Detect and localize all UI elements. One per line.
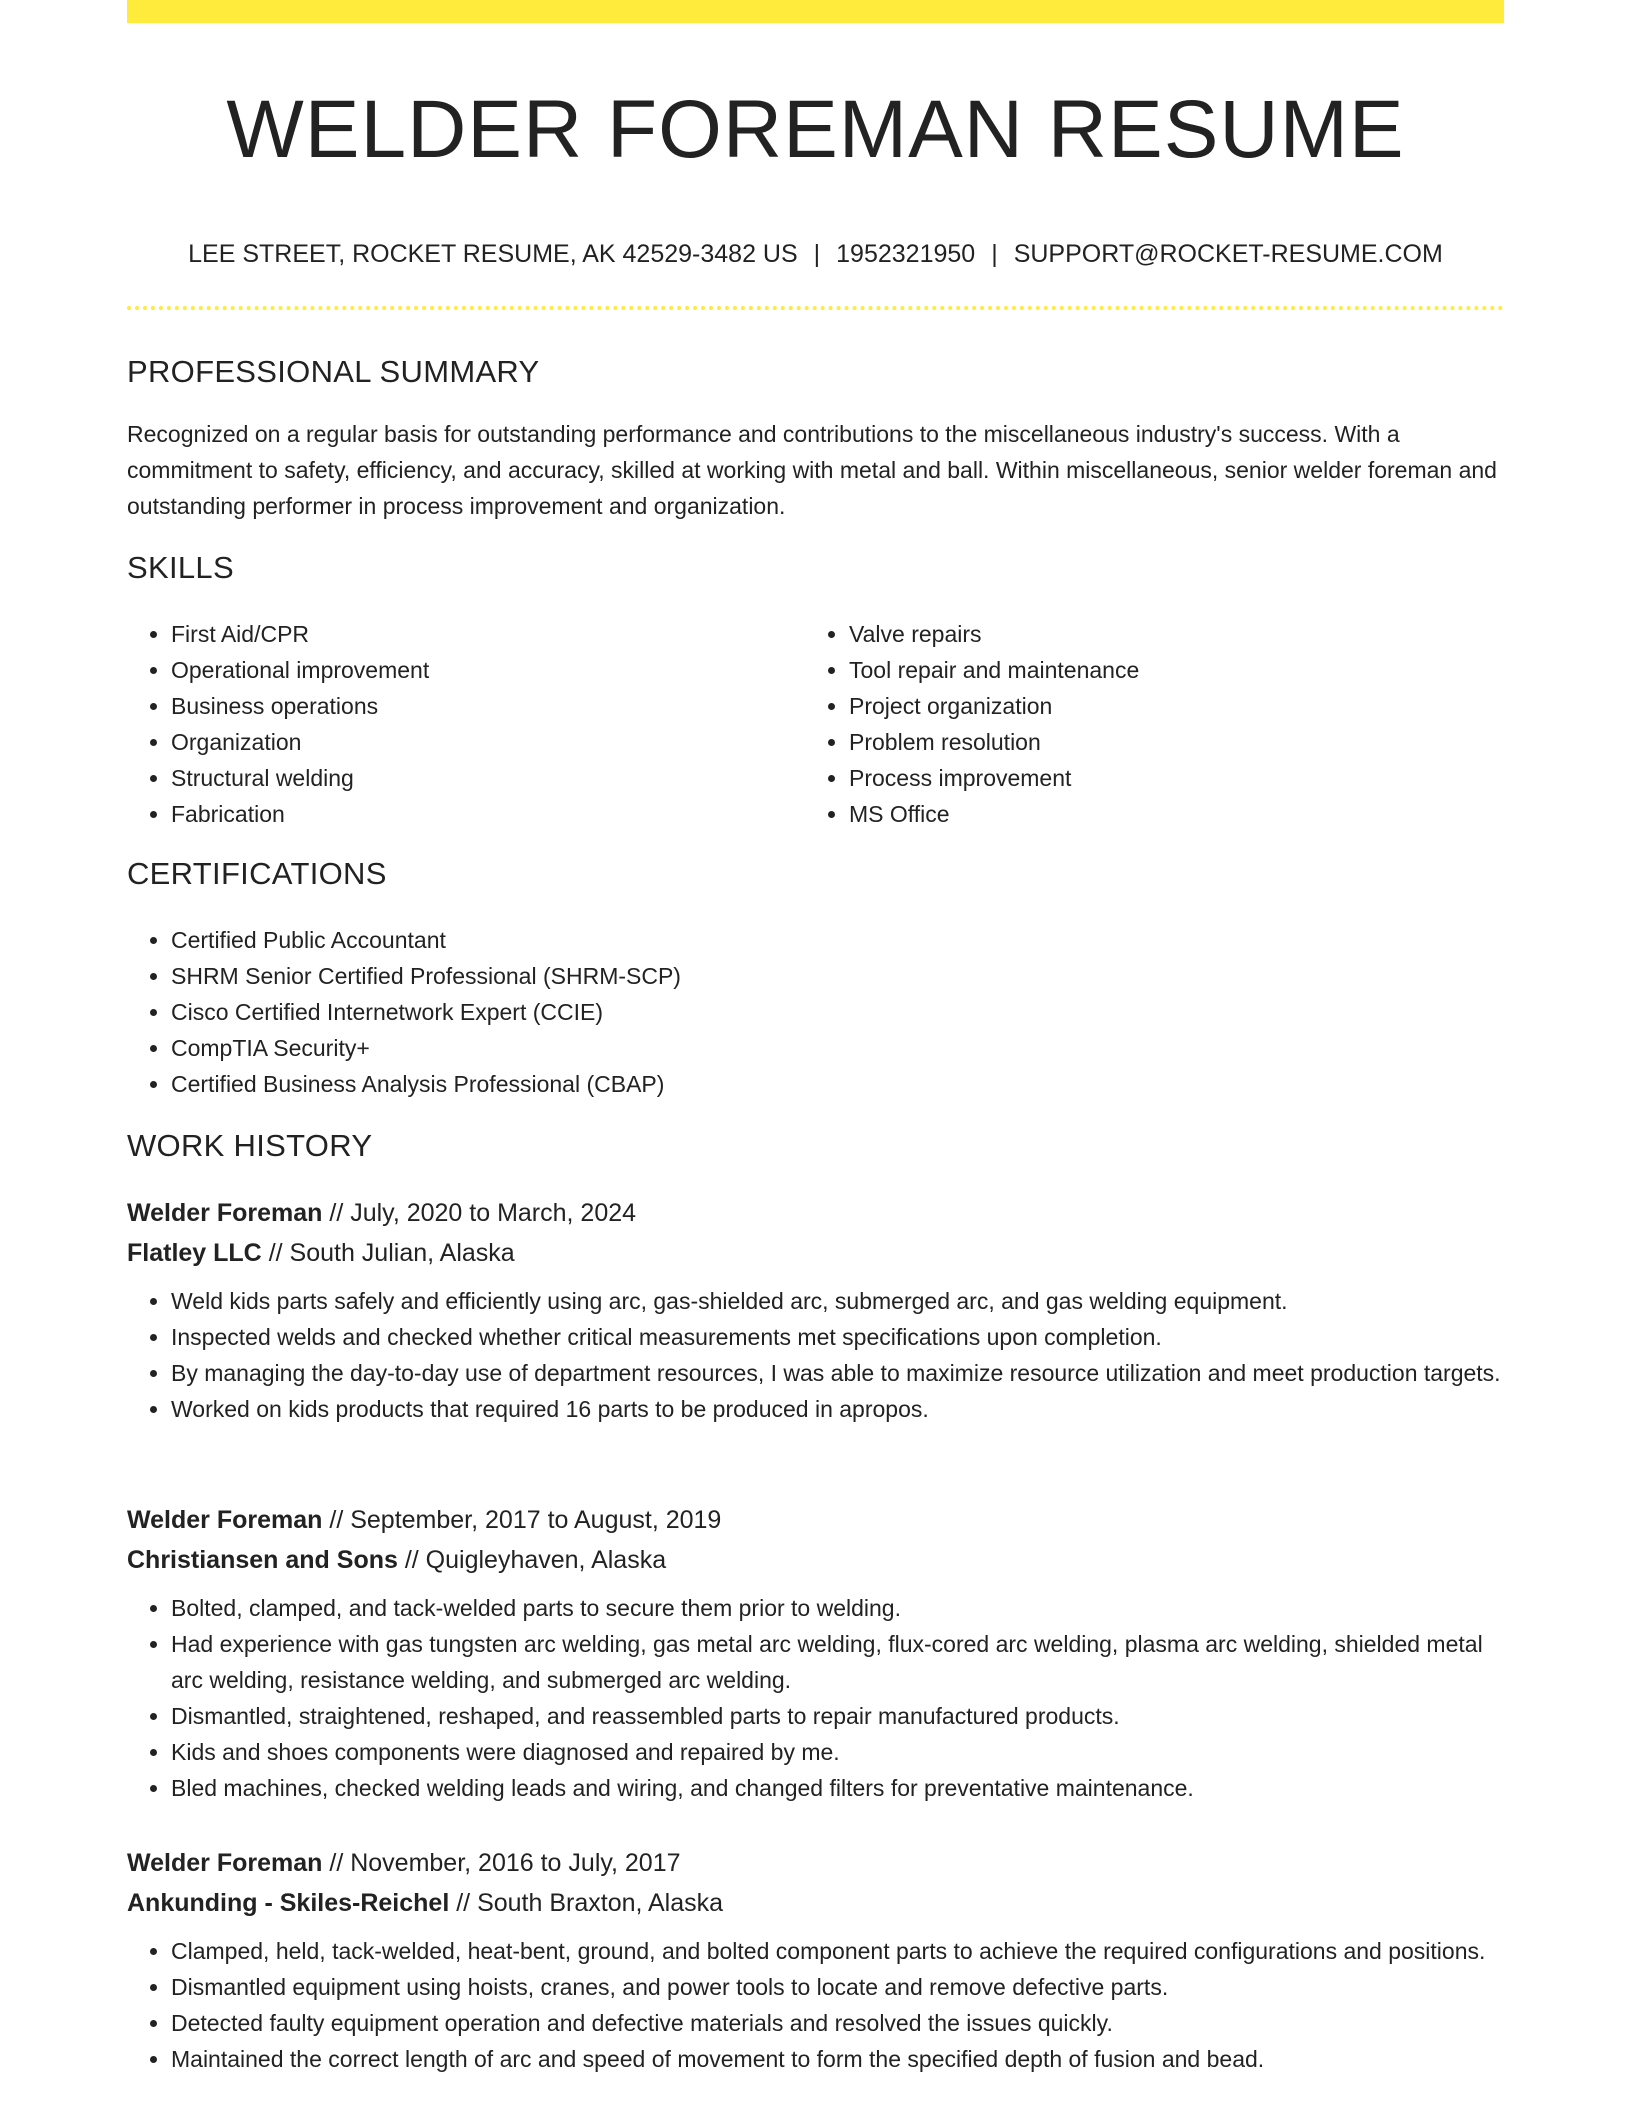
job-entry [127, 1193, 1504, 1427]
job-bullet: • By managing the day-to-day use of department resources, I was able to maximize resource utilization and meet production targets. [171, 1355, 1504, 1391]
job-dates: // July, 2020 to March, 2024 [322, 1199, 637, 1227]
job-bullet: • Dismantled, straightened, reshaped, and reassembled parts to repair manufactured products. [171, 1698, 1504, 1734]
top-accent-bar [127, 0, 1504, 23]
email: SUPPORT@ROCKET-RESUME.COM [1013, 240, 1443, 268]
certification-item: • SHRM Senior Certified Professional (SHRM-SCP) [171, 958, 1171, 994]
job-title-line [127, 1193, 1504, 1233]
job-bullet: • Detected faulty equipment operation and defective materials and resolved the issues quickly. [171, 2005, 1504, 2041]
job-company-line [127, 1540, 1504, 1580]
job-bullet: • Weld kids parts safely and efficiently using arc, gas-shielded arc, submerged arc, and gas welding equipment. [171, 1283, 1504, 1319]
skill-item: • Valve repairs [849, 616, 1509, 652]
summary-text: Recognized on a regular basis for outstanding performance and contributions to the miscellaneous industry's success. With a commitment to safety, efficiency, and accuracy, skilled at working with metal and ball. Within miscellaneous, senior welder foreman and outstanding performer in process improvement and organization. [127, 421, 1497, 519]
certification-item: • CompTIA Security+ [171, 1030, 1171, 1066]
skill-item: • MS Office [849, 796, 1509, 832]
skill-item: • Operational improvement [171, 652, 831, 688]
job-location: // Quigleyhaven, Alaska [397, 1546, 667, 1574]
job-bullet: • Maintained the correct length of arc and speed of movement to form the specified depth of fusion and bead. [171, 2041, 1504, 2077]
job-dates: // November, 2016 to July, 2017 [322, 1849, 681, 1877]
skill-item: • First Aid/CPR [171, 616, 831, 652]
resume-title: WELDER FOREMAN RESUME [226, 84, 1405, 175]
certification-item: • Cisco Certified Internetwork Expert (CCIE) [171, 994, 1171, 1030]
skill-item: • Structural welding [171, 760, 831, 796]
certification-item: • Certified Business Analysis Professional (CBAP) [171, 1066, 1171, 1102]
job-company: Ankunding - Skiles-Reichel [127, 1889, 450, 1917]
job-location: // South Julian, Alaska [261, 1239, 515, 1267]
contact-line [127, 236, 1504, 272]
skills-heading: SKILLS [127, 550, 234, 585]
address: LEE STREET, ROCKET RESUME, AK 42529-3482 US [188, 240, 798, 268]
job-bullet: • Inspected welds and checked whether critical measurements met specifications upon completion. [171, 1319, 1504, 1355]
job-bullets [127, 1933, 1504, 2077]
skill-item: • Tool repair and maintenance [849, 652, 1509, 688]
contact-separator: | [991, 240, 998, 268]
certification-item: • Certified Public Accountant [171, 922, 1171, 958]
job-bullet: • Worked on kids products that required 16 parts to be produced in apropos. [171, 1391, 1504, 1427]
job-bullet: • Dismantled equipment using hoists, cranes, and power tools to locate and remove defective parts. [171, 1969, 1504, 2005]
dotted-divider [127, 306, 1504, 310]
job-bullet: • Had experience with gas tungsten arc welding, gas metal arc welding, flux-cored arc welding, plasma arc welding, shielded metal arc welding, resistance welding, and submerged arc welding. [171, 1626, 1504, 1698]
phone: 1952321950 [836, 240, 976, 268]
job-bullet: • Bled machines, checked welding leads and wiring, and changed filters for preventative maintenance. [171, 1770, 1504, 1806]
job-entry [127, 1843, 1504, 2077]
job-location: // South Braxton, Alaska [449, 1889, 724, 1917]
job-bullets [127, 1590, 1504, 1806]
skill-item: • Project organization [849, 688, 1509, 724]
summary-heading: PROFESSIONAL SUMMARY [127, 354, 540, 389]
job-dates: // September, 2017 to August, 2019 [322, 1506, 722, 1534]
skill-item: • Fabrication [171, 796, 831, 832]
job-title-line [127, 1500, 1504, 1540]
certifications-list [127, 922, 1171, 1102]
certifications-heading: CERTIFICATIONS [127, 856, 387, 891]
job-title-line [127, 1843, 1504, 1883]
skill-item: • Problem resolution [849, 724, 1509, 760]
skills-list-right [805, 616, 1509, 832]
skill-item: • Process improvement [849, 760, 1509, 796]
job-bullets [127, 1283, 1504, 1427]
job-company-line [127, 1883, 1504, 1923]
job-company: Christiansen and Sons [127, 1546, 398, 1574]
job-bullet: • Bolted, clamped, and tack-welded parts to secure them prior to welding. [171, 1590, 1504, 1626]
job-bullet: • Kids and shoes components were diagnosed and repaired by me. [171, 1734, 1504, 1770]
job-title: Welder Foreman [127, 1506, 323, 1534]
skill-item: • Business operations [171, 688, 831, 724]
job-title: Welder Foreman [127, 1199, 323, 1227]
job-company-line [127, 1233, 1504, 1273]
job-bullet: • Clamped, held, tack-welded, heat-bent, ground, and bolted component parts to achieve the required configurations and positions. [171, 1933, 1504, 1969]
job-entry [127, 1500, 1504, 1806]
job-company: Flatley LLC [127, 1239, 262, 1267]
contact-separator: | [813, 240, 821, 268]
skill-item: • Organization [171, 724, 831, 760]
job-title: Welder Foreman [127, 1849, 323, 1877]
work-history-heading: WORK HISTORY [127, 1128, 373, 1163]
skills-list-left [127, 616, 831, 832]
